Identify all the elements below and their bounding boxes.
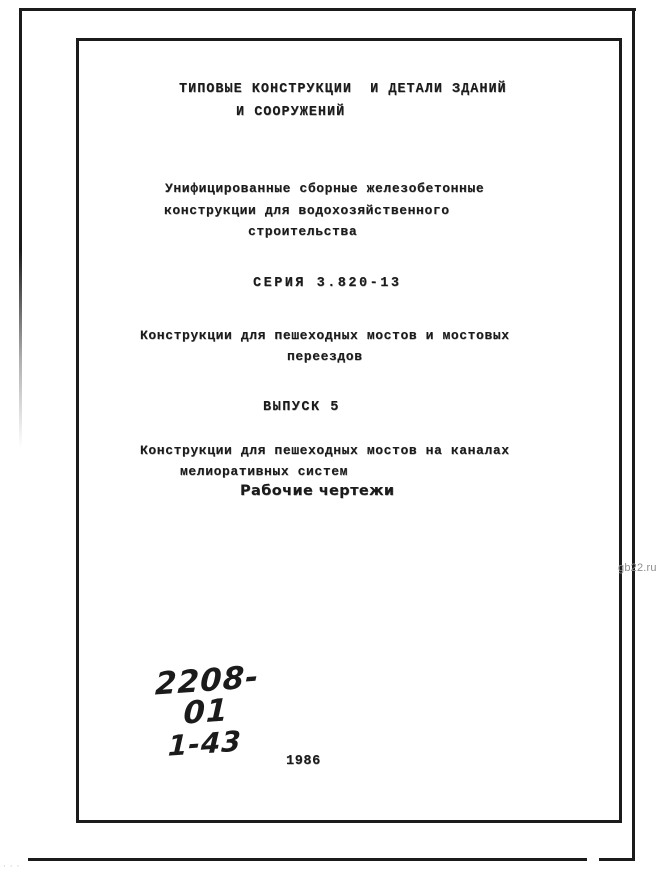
section-title-line1: Конструкции для пешеходных мостов и мостовых xyxy=(140,328,510,343)
outer-border-bottom-dash xyxy=(599,858,635,861)
handwritten-number-line1: 2208-01 xyxy=(154,659,260,732)
doc-category-title-line1: ТИПОВЫЕ КОНСТРУКЦИИ И ДЕТАЛИ ЗДАНИЙ xyxy=(179,82,507,97)
outer-border-right xyxy=(632,8,635,861)
outer-border-top xyxy=(19,8,636,11)
site-watermark: gb22.ru xyxy=(618,562,657,574)
outer-border-left-fading xyxy=(19,8,22,448)
doc-subtitle-line2: конструкции для водохозяйственного xyxy=(164,203,450,218)
handwritten-number-line2: 1-43 xyxy=(167,724,243,763)
doc-subtitle-line3: строительства xyxy=(248,224,358,239)
publication-year: 1986 xyxy=(286,754,321,769)
doc-category-title-line2: И СООРУЖЕНИЙ xyxy=(236,105,346,120)
working-drawings-label: Рабочие чертежи xyxy=(240,483,395,499)
scan-artifact: ··· xyxy=(2,862,23,871)
content-title-line1: Конструкции для пешеходных мостов на каналах xyxy=(140,443,510,458)
section-title-line2: переездов xyxy=(287,349,363,364)
handwritten-inventory-stamp xyxy=(135,661,278,763)
doc-subtitle-line1: Унифицированные сборные железобетонные xyxy=(165,181,485,196)
outer-border-bottom xyxy=(28,858,587,861)
content-title-line2: мелиоративных систем xyxy=(180,464,349,479)
issue-number: ВЫПУСК 5 xyxy=(263,400,340,415)
series-number: СЕРИЯ 3.820-13 xyxy=(253,276,402,291)
